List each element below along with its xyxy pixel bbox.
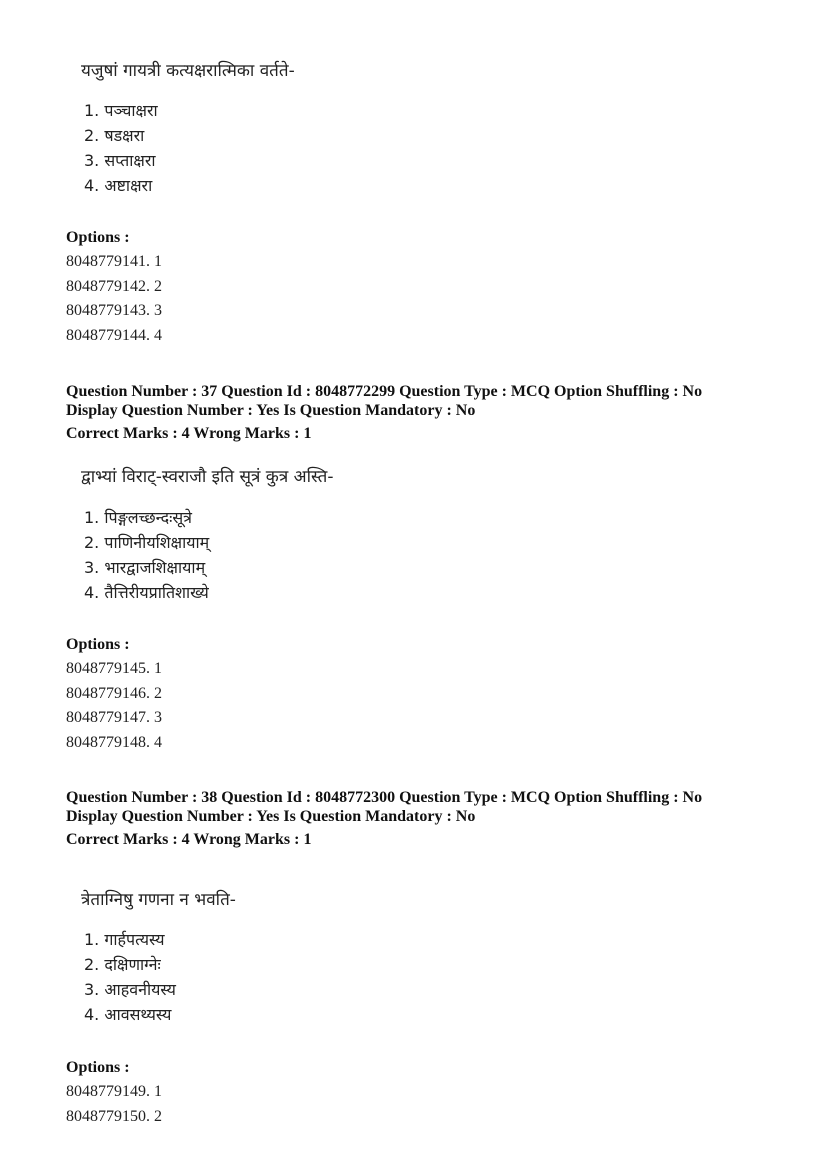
- option-item: 8048779143. 3: [66, 302, 162, 320]
- choice-item: 3. आहवनीयस्य: [84, 980, 176, 999]
- question-36-text: यजुषां गायत्री कत्यक्षरात्मिका वर्तते-: [81, 61, 295, 81]
- question-37-choices: [84, 505, 209, 605]
- question-37-text: द्वाभ्यां विराट्-स्वराजौ इति सूत्रं कुत्र अस्ति-: [81, 467, 334, 487]
- question-38-meta: [66, 788, 702, 849]
- choice-item: 4. आवसथ्यस्य: [84, 1005, 172, 1024]
- question-38-options: [66, 1080, 162, 1129]
- choice-item: 3. भारद्वाजशिक्षायाम्: [84, 558, 206, 577]
- choice-item: 4. तैत्तिरीयप्रातिशाख्ये: [84, 583, 209, 602]
- question-38-choices: [84, 927, 176, 1027]
- question-meta-line: Question Number : 37 Question Id : 8048772299 Question Type : MCQ Option Shuffling : No: [66, 383, 703, 400]
- marks-line: Correct Marks : 4 Wrong Marks : 1: [66, 425, 312, 442]
- option-item: 8048779147. 3: [66, 709, 162, 727]
- choice-item: 1. गार्हपत्यस्य: [84, 930, 165, 949]
- option-item: 8048779150. 2: [66, 1107, 162, 1125]
- option-item: 8048779141. 1: [66, 253, 162, 270]
- question-38-text: त्रेताग्निषु गणना न भवति-: [81, 890, 236, 910]
- choice-item: 2. पाणिनीयशिक्षायाम्: [84, 533, 210, 552]
- option-item: 8048779142. 2: [66, 277, 162, 295]
- option-item: 8048779146. 2: [66, 684, 162, 702]
- question-meta-line: Display Question Number : Yes Is Question Mandatory : No: [66, 402, 476, 419]
- option-item: 8048779148. 4: [66, 733, 162, 751]
- options-label: Options :: [66, 636, 130, 653]
- marks-line: Correct Marks : 4 Wrong Marks : 1: [66, 831, 312, 848]
- question-meta-line: Display Question Number : Yes Is Question Mandatory : No: [66, 808, 476, 825]
- choice-item: 3. सप्ताक्षरा: [84, 151, 156, 170]
- question-meta-line: Question Number : 38 Question Id : 8048772300 Question Type : MCQ Option Shuffling : No: [66, 789, 703, 806]
- options-label: Options :: [66, 229, 130, 246]
- question-36-options: [66, 250, 162, 348]
- question-36-choices: [84, 98, 158, 198]
- question-37-meta: [66, 382, 702, 443]
- option-item: 8048779144. 4: [66, 326, 162, 344]
- option-item: 8048779149. 1: [66, 1083, 162, 1100]
- options-label: Options :: [66, 1059, 130, 1076]
- choice-item: 4. अष्टाक्षरा: [84, 176, 153, 195]
- choice-item: 2. षडक्षरा: [84, 126, 145, 145]
- choice-item: 1. पञ्चाक्षरा: [84, 101, 158, 120]
- choice-item: 2. दक्षिणाग्नेः: [84, 955, 161, 974]
- question-37-options: [66, 657, 162, 755]
- option-item: 8048779145. 1: [66, 660, 162, 677]
- choice-item: 1. पिङ्गलच्छन्दःसूत्रे: [84, 508, 192, 527]
